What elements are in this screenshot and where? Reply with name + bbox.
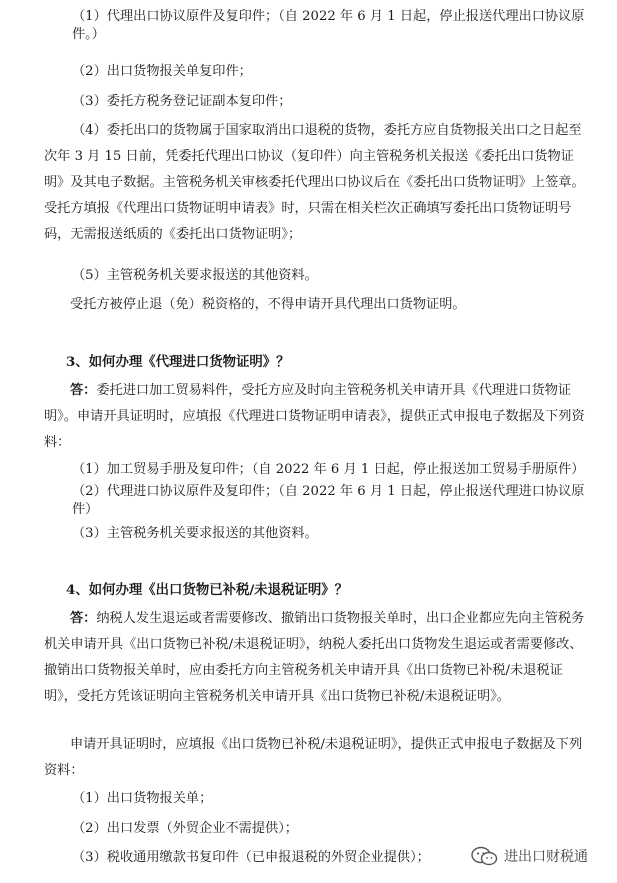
answer-text: 委托进口加工贸易料件，受托方应及时向主管税务机关申请开具《代理进口货物证明》。申请开具证明时，应填报《代理进口货物证明申请表》，提供正式申报电子数据及下列资料： (44, 383, 585, 450)
section-4-item-3: （3）税收通用缴款书复印件（已申报退税的外贸企业提供）； (72, 850, 430, 865)
section-3-heading: 3、如何办理《代理进口货物证明》？ (66, 354, 290, 370)
section-3-answer (44, 378, 589, 456)
section-4-answer (44, 606, 589, 710)
section-4-para-2: 申请开具证明时，应填报《出口货物已补税/未退税证明》，提供正式申报电子数据及下列资料： (44, 737, 583, 778)
answer-label: 答： (70, 611, 97, 626)
section-3-item-1: （1）加工贸易手册及复印件；（自 2022 年 6 月 1 日起，停止报送加工贸易手册原件） (72, 462, 585, 477)
answer-label: 答： (70, 383, 97, 398)
answer-text: 纳税人发生退运或者需要修改、撤销出口货物报关单时，出口企业都应先向主管税务机关申请开具《出口货物已补税/未退税证明》，纳税人委托出口货物发生退运或者需要修改、撤销出口货物报关单时，应由委托方向主管税务机关申请开具《出口货物已补税/未退税证明》，受托方凭该证明向主管税务机关申请开具《出口货物已补税/未退税证明》。 (44, 611, 585, 704)
watermark (470, 843, 588, 869)
section-4-item-1: （1）出口货物报关单； (72, 791, 213, 806)
section-3-item-2: （2）代理进口协议原件及复印件；（自 2022 年 6 月 1 日起，停止报送代理进口协议原件） (72, 484, 585, 517)
prev-item-5: （5）主管税务机关要求报送的其他资料。 (72, 268, 318, 283)
prev-item-4: （4）委托出口的货物属于国家取消出口退税的货物，委托方应自货物报关出口之日起至次年 3 月 15 日前，凭委托代理出口协议（复印件）向主管税务机关报送《委托出口货物证明》及其电子数据。主管税务机关审核委托代理出口协议后在《委托出口货物证明》上签章。受托方填报《代理出口货物证明申请表》时，只需在相关栏次正确填写委托出口货物证明号码，无需报送纸质的《委托出口货物证明》； (44, 123, 585, 242)
section-3-item-3: （3）主管税务机关要求报送的其他资料。 (72, 526, 318, 541)
prev-note: 受托方被停止退（免）税资格的，不得申请开具代理出口货物证明。 (70, 297, 466, 312)
wechat-icon (470, 846, 498, 866)
section-4-heading: 4、如何办理《出口货物已补税/未退税证明》？ (66, 582, 349, 598)
prev-item-1: （1）代理出口协议原件及复印件；（自 2022 年 6 月 1 日起，停止报送代理出口协议原件。） (72, 9, 585, 42)
section-4-item-2: （2）出口发票（外贸企业不需提供）； (72, 821, 298, 836)
prev-item-2: （2）出口货物报关单复印件； (72, 64, 252, 79)
watermark-text: 进出口财税通 (504, 849, 588, 865)
prev-item-3: （3）委托方税务登记证副本复印件； (72, 94, 292, 109)
